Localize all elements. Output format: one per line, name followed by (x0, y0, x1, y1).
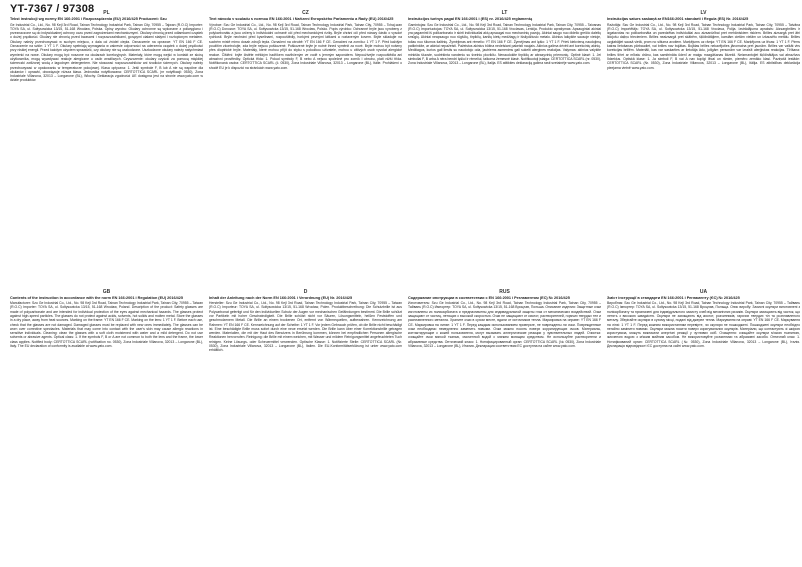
column-body: Ge Industrial Co., Ltd., No. 98 Kejl 3rd Road, Tainan Technology Industrial Park, Tainan City, 70955 – Tajwan (R.O.C) Importer: TOYA SA, ul. Sołtysowicka 13/15, 51-168 Wrocław, Polska. Opisy wyrobu: Okulary ochronne są wykonane z poliwęglanu i przeznaczone są do indywidualnej ochrony oczu przed zagrożeniami mechanicznymi. Okulary chronią przed odłamkami cząstek o dużej prędkości. Okulary nie chronią przed kwasami i rozpuszczalnikami, gorącymi ciałami stałymi i roztopionym metalem. Okulary należy przechowywać w suchym miejscu, z dala od źródeł ciepła. Oznaczenie na oprawce: YT EN 166 F CE. Oznaczenie na szkle: 1 YT 1 F. Okulary spełniają wymagania w zakresie odporności na uderzenia cząstek o dużej prędkości przy niskiej energii. Przed każdym użyciem sprawdzić, czy okulary nie są uszkodzone. Uszkodzone okulary należy natychmiast wymienić na nowe. Okulary mogą być noszone na okularach korekcyjnych. Materiały, które mogą wejść w kontakt ze skórą użytkownika, mogą wywoływać reakcje alergiczne u osób wrażliwych. Czyszczenie: okulary czyścić za pomocą miękkiej ściereczki zwilżonej wodą z łagodnym detergentem. Nie stosować rozpuszczalników ani środków ściernych. Okulary należy przechowywać w opakowaniu w temperaturze pokojowej. Klasa optyczna: 1. Jeśli symbole F, B lub A nie są wspólne dla okularów i oprawki, obowiązuje niższa klasa. Jednostka notyfikowana: CERTOTTICA SCARL (nr notyfikacji: 0530), Zona Industriale Villanova, 32013 – Longarone (BL), Włochy. Deklaracja zgodności UE dostępna jest na stronie www.yato.com w dziale produktów. (10, 22, 203, 83)
column-title: Содержание инструкции в соответствии с EN 166:2001 i Регламентом (ЕС) № 2016/425 (408, 295, 570, 300)
column-rus (408, 289, 601, 563)
column-d (209, 289, 402, 563)
language-code: D (303, 288, 308, 295)
column-gb (10, 289, 203, 563)
column-body: Виробник: Szu Ge Industrial Co., Ltd., No. 98 Kejl 3rd Road, Tainan Technology Industrial Park, Tainan City, 70955 – Тайвань (R.O.C) Імпортер: TOYA SA, ul. Sołtysowicka 13/15, 51-168 Вроцлав, Польща. Опис виробу: Захисні окуляри виготовлені з полікарбонату та призначені для індивідуального захисту очей від механічних ризиків. Окуляри захищають від часток, що летять з високою швидкістю. Окуляри не захищають від кислот, розчинників, гарячих твердих тіл та розплавленого металу. Зберігайте окуляри в сухому місці, подалі від джерел тепла. Маркування на оправі: YT EN 166 F CE. Маркування на лінзі: 1 YT 1 F. Перед кожним використанням перевірте, чи окуляри не пошкоджені. Пошкоджені окуляри необхідно негайно замінити новими. Окуляри можна носити поверх коригувальних окулярів. Матеріали, що контактують зі шкірою користувача, можуть викликати алергічні реакції у чутливих осіб. Очищення: очищайте окуляри м'якою тканиною, змоченою водою з м'яким мийним засобом. Не використовуйте розчинники та абразивні засоби. Оптичний клас: 1. Нотифікований орган: CERTOTTICA SCARL (№ 0530), Zona Industriale Villanova, 32013 – Longarone (BL), Італія. Декларація відповідності ЄС доступна на сайті www.yato.com. (607, 301, 800, 349)
instruction-grid (10, 10, 800, 562)
column-lt (408, 10, 601, 284)
column-body: Manufacturer: Szu Ge Industrial Co., Ltd., No. 98 Kejl 3rd Road, Tainan Technology Industrial Park, Tainan City, 70955 – Taiwan (R.O.C) Importer: TOYA SA, ul. Sołtysowicka 13/15, 51-168 Wrocław, Poland. Description of the product: Safety glasses are made of polycarbonate and are intended for individual protection of the eyes against mechanical hazards. The glasses protect against high-speed particles. The glasses do not protect against acids, solvents, hot solids and molten metal. Store the glasses in a dry place, away from heat sources. Marking on the frame: YT EN 166 F CE. Marking on the lens: 1 YT 1 F. Before each use, check that the glasses are not damaged. Damaged glasses must be replaced with new ones immediately. The glasses can be worn over corrective spectacles. Materials that may come into contact with the user's skin may cause allergic reactions in sensitive individuals. Cleaning: clean the glasses with a soft cloth moistened with water and a mild detergent. Do not use solvents or abrasive agents. Optical class: 1. If the symbols F, B or A are not common to both the lens and the frame, the lower class applies. Notified body: CERTOTTICA SCARL (notification no. 0530), Zona Industriale Villanova, 32013 – Longarone (BL), Italy. The EU declaration of conformity is available at www.yato.com. (10, 301, 203, 349)
column-body: Gamintojas: Szu Ge Industrial Co., Ltd., No. 98 Kejl 3rd Road, Tainan Technology Industrial Park, Tainan City, 70955 – Taivanas (R.O.C) Importuotojas: TOYA SA, ul. Sołtysowicka 13/15, 51-168 Vroclavas, Lenkija. Produkto aprašymas: Apsauginiai akiniai yra pagaminti iš polikarbonato ir skirti individualiai akių apsaugai nuo mechaninių pavojų. Akiniai saugo nuo didelio greičio dalelių smūgių. Akiniai neapsaugo nuo rūgščių, tirpiklių, karštų kietų medžiagų ir išsilydžiusio metalo. Akinius laikykite sausoje vietoje, toliau nuo šilumos šaltinių. Žymėjimas ant rėmelio: YT EN 166 F CE. Žymėjimas ant lęšio: 1 YT 1 F. Prieš kiekvieną naudojimą patikrinkite, ar akiniai nepažeisti. Pažeistus akinius būtina nedelsiant pakeisti naujais. Akinius galima dėvėti ant korekcinių akinių. Medžiagos, kurios gali liestis su naudotojo oda, jautriems asmenims gali sukelti alergines reakcijas. Valymas: akinius valykite minkšta šluoste, sudrėkinta vandeniu su švelniu plovikliu. Nenaudokite tirpiklių ar abrazyvinių priemonių. Optinė klasė: 1. Jei simboliai F, B arba A nėra bendri lęšiui ir rėmeliui, taikoma žemesnė klasė. Notifikuotoji įstaiga: CERTOTTICA SCARL (nr. 0530), Zona Industriale Villanova, 32013 – Longarone (BL), Italija. ES atitikties deklaraciją galima rasti svetainėje www.yato.com. (408, 22, 601, 66)
language-code: CZ (302, 10, 309, 16)
column-lv (607, 10, 800, 284)
column-title: Instrukcijos turinys pagal EN 166:2001 i (ES) nr. 2016/425 reglamentą (408, 17, 533, 21)
column-body: Hersteller: Szu Ge Industrial Co., Ltd., No. 98 Kejl 3rd Road, Tainan Technology Industrial Park, Tainan City, 70955 – Taiwan (R.O.C) Importeur: TOYA SA, ul. Sołtysowicka 13/15, 51-168 Wrocław, Polen. Produktbeschreibung: Die Schutzbrille ist aus Polycarbonat gefertigt und für den individuellen Schutz der Augen vor mechanischen Gefährdungen bestimmt. Die Brille schützt vor Partikeln mit hoher Geschwindigkeit. Die Brille schützt nicht vor Säuren, Lösungsmitteln, heißen Feststoffen und geschmolzenem Metall. Die Brille an einem trockenen Ort, entfernt von Wärmequellen, aufbewahren. Kennzeichnung am Rahmen: YT EN 166 F CE. Kennzeichnung auf der Scheibe: 1 YT 1 F. Vor jedem Gebrauch prüfen, ob die Brille nicht beschädigt ist. Eine beschädigte Brille muss sofort durch eine neue ersetzt werden. Die Brille kann über einer Korrektionsbrille getragen werden. Materialien, die mit der Haut des Benutzers in Berührung kommen, können bei empfindlichen Personen allergische Reaktionen hervorrufen. Reinigung: die Brille mit einem weichen, mit Wasser und mildem Reinigungsmittel angefeuchteten Tuch reinigen. Keine Lösungs- oder Scheuermittel verwenden. Optische Klasse: 1. Notifizierte Stelle: CERTOTTICA SCARL (Nr. 0530), Zona Industriale Villanova, 32013 – Longarone (BL), Italien. Die EU-Konformitätserklärung ist unter www.yato.com erhältlich. (209, 301, 402, 353)
language-code: LT (501, 10, 508, 16)
column-title: Instrukcijas saturs saskaņā ar EN166:2001 standarti i Regula (ES) Nr. 2016/425 (607, 17, 749, 21)
column-pl (10, 10, 203, 284)
column-title: Зміст інструкції в стандарти EN 166:2001 i Регламенту (ЄС) № 2016/425 (607, 295, 740, 300)
column-title: Contents of the instruction in accordance with the norm EN 166:2001 i Regulation (EU) 2016/425 (10, 295, 184, 300)
language-code: RUS (499, 288, 510, 295)
column-title: Text návodu v souladu s normou EN 166:2001 i Nařízení Evropského Parlamentu a Rady (EU) 2016/425 (209, 17, 394, 21)
column-title: Tekst instrukcji wg normy EN 166:2001 i Rozporządzenia (EU) 2016/425 Producent: Szu (10, 17, 167, 21)
column-cz (209, 10, 402, 284)
language-code: UA (699, 288, 708, 295)
language-code: GB (102, 288, 111, 295)
document-id: YT-7367 / 97308 (10, 3, 95, 15)
language-code: LV (700, 10, 707, 16)
column-ua (607, 289, 800, 563)
column-body: Изготовитель: Szu Ge Industrial Co., Ltd., No. 98 Kejl 3rd Road, Tainan Technology Industrial Park, Tainan City, 70955 – Тайвань (R.O.C) Импортер: TOYA SA, ul. Sołtysowicka 13/15, 51-168 Вроцлав, Польша. Описание изделия: Защитные очки изготовлены из поликарбоната и предназначены для индивидуальной защиты глаз от механических воздействий. Очки защищают от частиц, летящих с высокой скоростью. Очки не защищают от кислот, растворителей, горячих твердых тел и расплавленного металла. Храните очки в сухом месте, вдали от источников тепла. Маркировка на оправе: YT EN 166 F CE. Маркировка на линзе: 1 YT 1 F. Перед каждым использованием проверьте, не повреждены ли очки. Поврежденные очки необходимо немедленно заменить новыми. Очки можно носить поверх корригирующих очков. Материалы, контактирующие с кожей пользователя, могут вызывать аллергические реакции у чувствительных людей. Очистка: очищайте очки мягкой тканью, смоченной водой с мягким моющим средством. Не используйте растворители и абразивные средства. Оптический класс: 1. Нотифицированный орган: CERTOTTICA SCARL (№ 0530), Zona Industriale Villanova, 32013 – Longarone (BL), Италия. Декларация соответствия ЕС доступна на сайте www.yato.com. (408, 301, 601, 349)
column-title: Inhalt der Anleitung nach der Norm EN 166:2001 i Verordnung (EU) Nr. 2016/425 (209, 295, 353, 300)
column-body: Ražotājs: Szu Ge Industrial Co., Ltd., No. 98 Kejl 3rd Road, Tainan Technology Industrial Park, Tainan City, 70955 – Taivāna (R.O.C) Importētājs: TOYA SA, ul. Sołtysowicka 13/15, 51-168 Vroclava, Polija. Izstrādājuma apraksts: Aizsargbrilles ir izgatavotas no polikarbonāta un paredzētas individuālai acu aizsardzībai pret mehāniskiem riskiem. Brilles aizsargā pret ātri lidojošu daļiņu triecieniem. Brilles neaizsargā pret skābēm, šķīdinātājiem, karstām cietām vielām un izkausētu metālu. Brilles uzglabājiet sausā vietā, prom no siltuma avotiem. Marķējums uz rāmja: YT EN 166 F CE. Marķējums uz lēcas: 1 YT 1 F. Pirms katras lietošanas pārbaudiet, vai brilles nav bojātas. Bojātas brilles nekavējoties jānomaina pret jaunām. Brilles var valkāt virs korekcijas brillēm. Materiāli, kas var saskarties ar lietotāja ādu, jutīgām personām var izraisīt alerģiskas reakcijas. Tīrīšana: brilles tīriet ar mīkstu drānu, kas samitrināta ūdenī ar maigu mazgāšanas līdzekli. Neizmantojiet šķīdinātājus vai abrazīvus līdzekļus. Optiskā klase: 1. Ja simboli F, B vai A nav kopīgi lēcai un rāmim, piemēro zemāko klasi. Paziņotā iestāde: CERTOTTICA SCARL (Nr. 0530), Zona Industriale Villanova, 32013 – Longarone (BL), Itālija. ES atbilstības deklarācija pieejama vietnē www.yato.com. (607, 22, 800, 70)
language-code: PL (103, 10, 110, 16)
column-body: Výrobce: Szu Ge Industrial Co., Ltd., No. 98 Kejl 3rd Road, Tainan Technology Industrial Park, Tainan City, 70955 – Tchaj-wan (R.O.C) Dovozce: TOYA SA, ul. Sołtysowicka 13/15, 51-168 Wrocław, Polsko. Popis výrobku: Ochranné brýle jsou vyrobeny z polykarbonátu a jsou určeny k individuální ochraně očí před mechanickými riziky. Brýle chrání oči před nárazy částic o vysoké rychlosti. Brýle nechrání před kyselinami, rozpouštědly, horkými pevnými látkami a roztaveným kovem. Brýle skladujte na suchém místě mimo dosah zdrojů tepla. Označení na obrubě: YT EN 166 F CE. Označení na zorníku: 1 YT 1 F. Před každým použitím zkontrolujte, zda brýle nejsou poškozené. Poškozené brýle je nutné ihned vyměnit za nové. Brýle mohou být nošeny přes dioptrické brýle. Materiály, které mohou přijít do styku s pokožkou uživatele, mohou u citlivých osob vyvolat alergické reakce. Čištění: brýle čistěte měkkým hadříkem navlhčeným ve vodě s jemným saponátem. Nepoužívejte rozpouštědla ani abrazivní prostředky. Optická třída: 1. Pokud symboly F, B nebo A nejsou společné pro zorník i obrubu, platí nižší třída. Notifikovaná osoba: CERTOTTICA SCARL (č. 0530), Zona Industriale Villanova, 32013 – Longarone (BL), Itálie. Prohlášení o shodě EU je k dispozici na stránkách www.yato.com. (209, 22, 402, 70)
